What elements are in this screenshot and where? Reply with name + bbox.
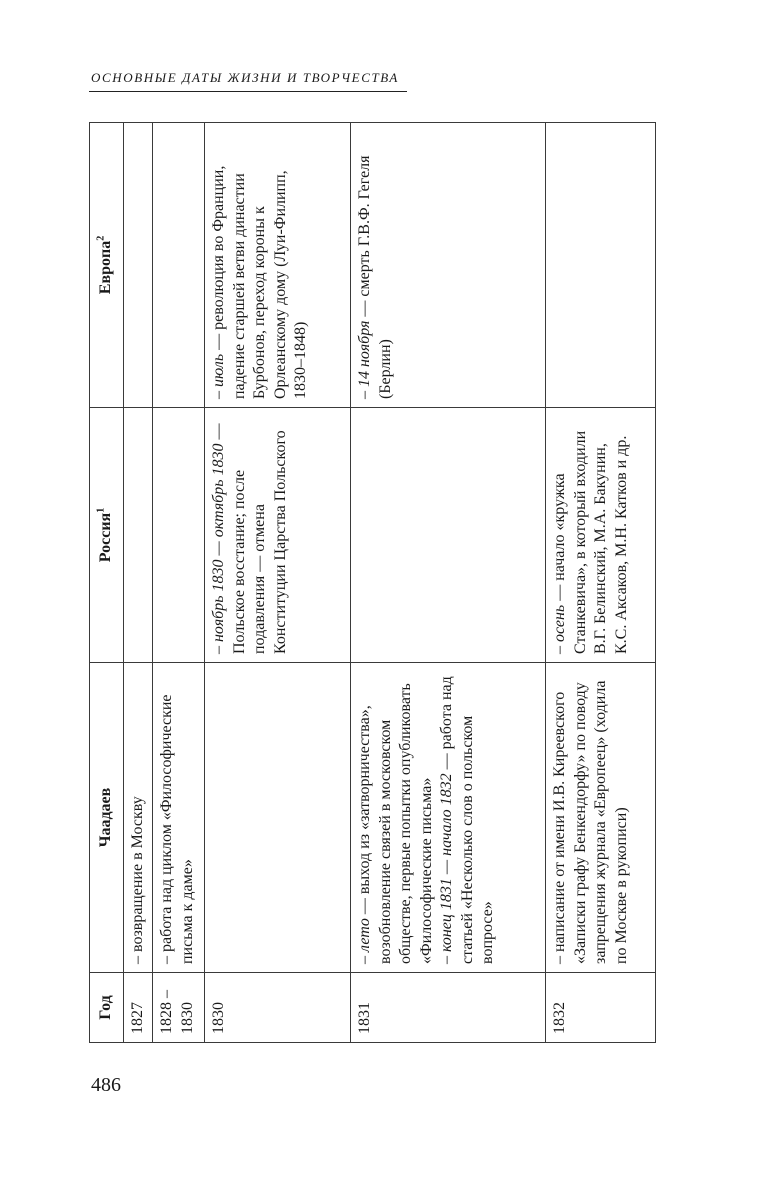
chaadaev-entry	[437, 669, 498, 964]
entry-date: июль	[210, 353, 228, 387]
russia-entry	[550, 414, 632, 654]
cell-europe	[546, 123, 656, 408]
cell-year: 1827	[124, 973, 153, 1043]
cell-chaadaev	[153, 663, 205, 973]
table-body	[124, 123, 656, 1043]
cell-russia	[351, 408, 546, 663]
entry-date: ноябрь 1830 — октябрь 1830	[210, 443, 228, 642]
running-head: ОСНОВНЫЕ ДАТЫ ЖИЗНИ И ТВОРЧЕСТВА	[91, 70, 399, 85]
chaadaev-entry: – возвращение в Москву	[129, 796, 146, 964]
entry-text: — начало «кружка Станкевича», в который входили В.Г. Белинский, М.А. Бакунин, К.С. Аксаков, М.Н. Катков и др.	[551, 430, 630, 654]
entry-dash: –	[210, 387, 228, 399]
cell-chaadaev	[546, 663, 656, 973]
europe-entry	[209, 129, 311, 399]
header-russia	[90, 408, 124, 663]
entry-date: 14 ноября	[356, 320, 374, 387]
table-row	[153, 123, 205, 1043]
page-number: 486	[91, 1074, 121, 1096]
cell-chaadaev	[205, 663, 351, 973]
entry-text: — смерть Г.В.Ф. Гегеля (Берлин)	[356, 155, 394, 399]
header-europe-label: Европа	[97, 240, 115, 295]
chaadaev-entry: – написание от имени И.В. Киреевского «Записки графу Бенкендорфу» по поводу запрещения журнала «Европеец» (ходила по Москве в рукописи)	[551, 680, 630, 964]
russia-entry	[209, 414, 291, 654]
table-row	[546, 123, 656, 1043]
running-head-rule	[89, 91, 407, 92]
header-year: Год	[90, 973, 124, 1043]
cell-russia	[153, 408, 205, 663]
cell-russia	[124, 408, 153, 663]
entry-dash: –	[438, 952, 456, 964]
header-europe-footnote-mark: 2	[95, 235, 107, 241]
entry-date: конец 1831 — начало 1832	[438, 773, 456, 952]
header-russia-label: Россия	[97, 512, 115, 563]
entry-dash: –	[210, 642, 228, 654]
entry-dash: –	[356, 387, 374, 399]
chronology-table-wrapper	[89, 123, 656, 1043]
table-row	[205, 123, 351, 1043]
cell-europe	[153, 123, 205, 408]
entry-dash: –	[356, 952, 374, 964]
table-header-row	[90, 123, 124, 1043]
europe-entry	[355, 129, 396, 399]
cell-europe	[205, 123, 351, 408]
cell-year: 1831	[351, 973, 546, 1043]
cell-russia	[205, 408, 351, 663]
table-row	[351, 123, 546, 1043]
cell-chaadaev	[124, 663, 153, 973]
cell-russia	[546, 408, 656, 663]
entry-text: — выход из «затворничества», возобновление связей в московском обществе, первые попытки опубликовать «Философические письма»	[356, 683, 435, 964]
header-chaadaev: Чаадаев	[90, 663, 124, 973]
header-russia-footnote-mark: 1	[95, 507, 107, 513]
table-row	[124, 123, 153, 1043]
chaadaev-entry	[355, 669, 437, 964]
cell-year: 1828 – 1830	[153, 973, 205, 1043]
entry-dash: –	[551, 642, 569, 654]
cell-europe	[124, 123, 153, 408]
cell-year: 1830	[205, 973, 351, 1043]
chronology-table	[89, 122, 656, 1043]
entry-text: — работа над статьей «Несколько слов о польском вопросе»	[438, 676, 497, 964]
entry-text: — революция во Франции, падение старшей ветви династии Бурбонов, переход короны к Орлеанскому дому (Луи-Филипп, 1830–1848)	[210, 165, 310, 399]
cell-chaadaev	[351, 663, 546, 973]
cell-europe	[351, 123, 546, 408]
entry-text: — Польское восстание; после подавления — отмена Конституции Царства Польского	[210, 423, 289, 654]
chaadaev-entry: – работа над циклом «Философические письма к даме»	[158, 694, 196, 964]
header-europe	[90, 123, 124, 408]
cell-year: 1832	[546, 973, 656, 1043]
entry-date: лето	[356, 918, 374, 952]
entry-date: осень	[551, 604, 569, 642]
